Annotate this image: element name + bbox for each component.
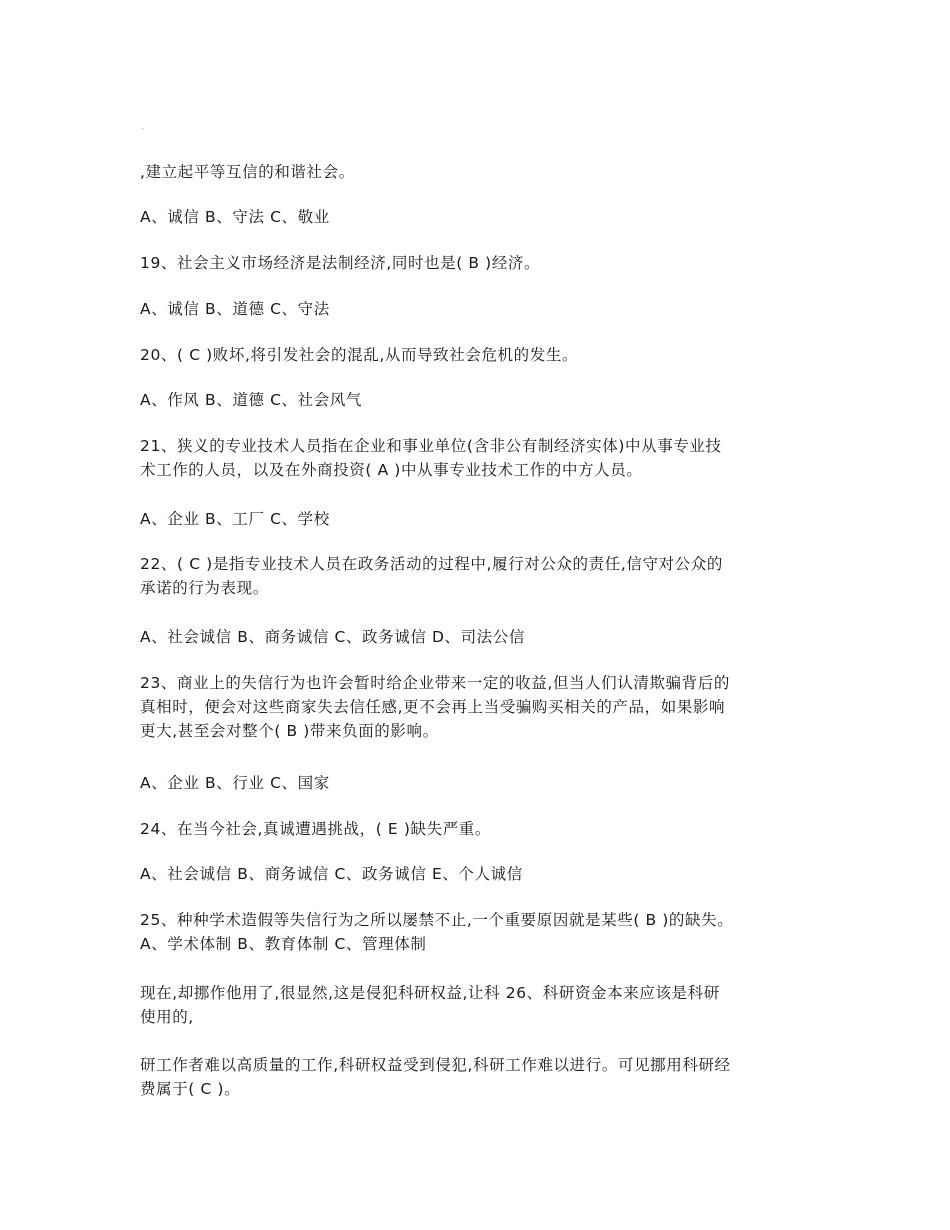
question-20: 20、( C )败坏,将引发社会的混乱,从而导致社会危机的发生。 [140,346,579,364]
question-22 [140,552,820,600]
page-mark: - [141,124,144,133]
question-26-line: 研工作者难以高质量的工作,科研权益受到侵犯,科研工作难以进行。可见挪用科研经 [140,1056,731,1074]
question-21-line: 术工作的人员，以及在外商投资( A )中从事专业技术工作的中方人员。 [140,461,643,479]
question-25-options: A、学术体制 B、教育体制 C、管理体制 [140,935,427,953]
question-25-line: 25、种种学术造假等失信行为之所以屡禁不止,一个重要原因就是某些( B )的缺失。 [140,911,734,929]
question-22-line: 22、( C )是指专业技术人员在政务活动的过程中,履行对公众的责任,信守对公众的 [140,555,723,573]
question-23 [140,671,820,743]
options-line: A、社会诚信 B、商务诚信 C、政务诚信 E、个人诚信 [140,865,523,883]
options-line: A、诚信 B、守法 C、敬业 [140,208,330,226]
question-24: 24、在当今社会,真诚遭遇挑战，( E )缺失严重。 [140,820,491,838]
options-line: A、企业 B、工厂 C、学校 [140,510,330,528]
question-19: 19、社会主义市场经济是法制经济,同时也是( B )经济。 [140,254,541,272]
question-23-line: 更大,甚至会对整个( B )带来负面的影响。 [140,722,439,740]
question-23-line: 23、商业上的失信行为也许会暂时给企业带来一定的收益,但当人们认清欺骗背后的 [140,674,730,692]
options-line: A、社会诚信 B、商务诚信 C、政务诚信 D、司法公信 [140,628,525,646]
question-26-part-1 [140,981,820,1029]
options-line: A、诚信 B、道德 C、守法 [140,300,330,318]
options-line: A、企业 B、行业 C、国家 [140,774,330,792]
question-26-part-2 [140,1053,820,1101]
question-22-line: 承诺的行为表现。 [140,579,269,597]
question-21 [140,434,820,482]
question-21-line: 21、狭义的专业技术人员指在企业和事业单位(含非公有制经济实体)中从事专业技 [140,437,722,455]
text-line: ,建立起平等互信的和谐社会。 [140,163,355,181]
question-26-line: 现在,却挪作他用了,很显然,这是侵犯科研权益,让科 26、科研资金本来应该是科研 [140,984,720,1002]
question-26-line: 使用的, [140,1008,194,1026]
question-23-line: 真相时，便会对这些商家失去信任感,更不会再上当受骗购买相关的产品，如果影响 [140,698,726,716]
question-25 [140,908,820,956]
options-line: A、作风 B、道德 C、社会风气 [140,391,363,409]
question-26-line: 费属于( C )。 [140,1080,241,1098]
